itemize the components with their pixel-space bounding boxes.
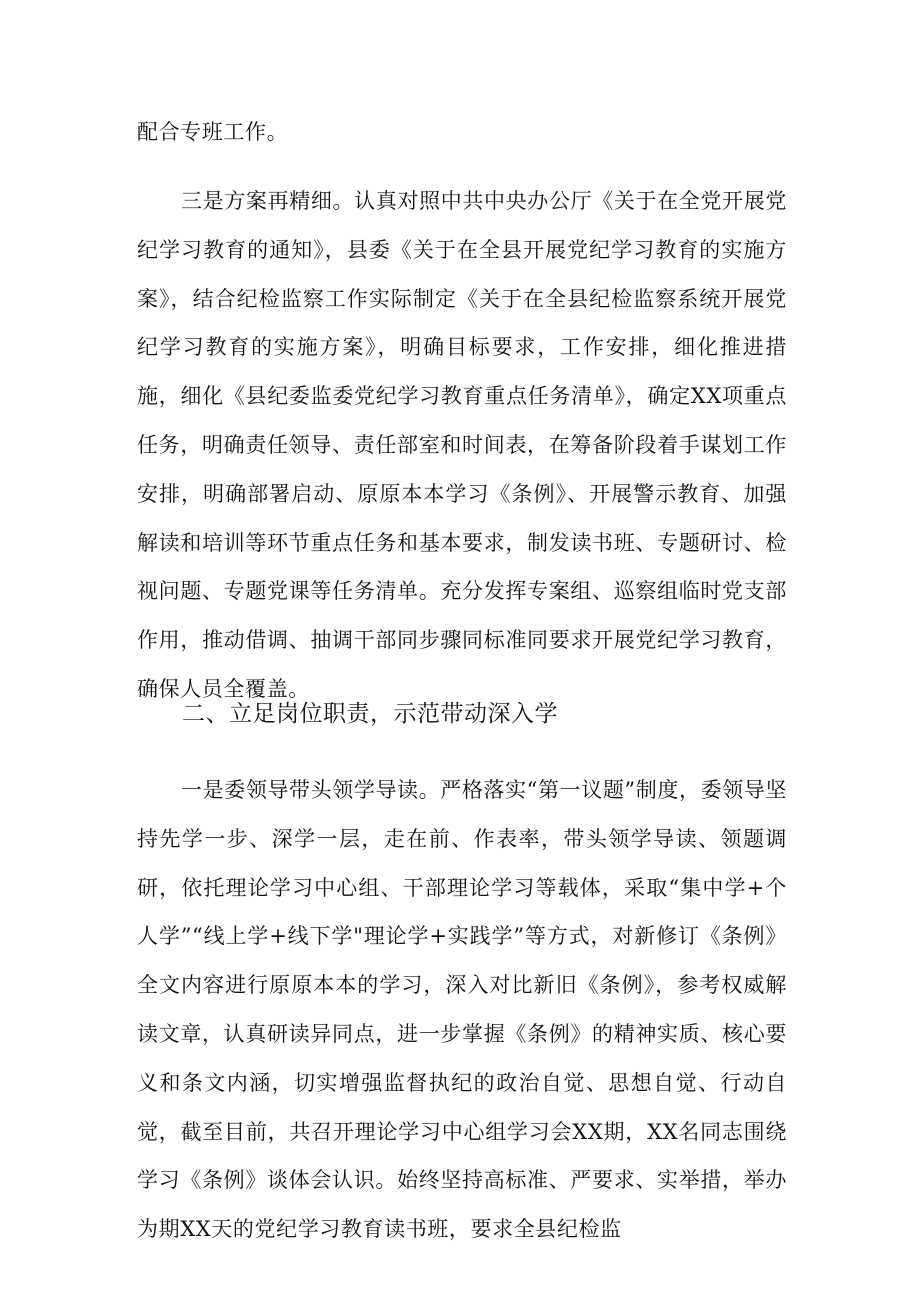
section-heading: 二、立足岗位职责，示范带动深入学	[182, 701, 558, 727]
paragraph-leadership-study: 一是委领导带头领学导读。严格落实“第一议题”制度，委领导坚持先学一步、深学一层，走在前、作表率，带头领学导读、领题调研，依托理论学习中心组、干部理论学习等载体，采取“集中学+个人学”“线上学+线下学"理论学+实践学”等方式，对新修订《条例》全文内容进行原原本本的学习，深入对比新旧《条例》，参考权威解读文章，认真研读异同点，进一步掌握《条例》的精神实质、核心要义和条文内涵，切实增强监督执纪的政治自觉、思想自觉、行动自觉，截至目前，共召开理论学习中心组学习会XX期，XX名同志围绕学习《条例》谈体会认识。始终坚持高标准、严要求、实举措，举办为期XX天的党纪学习教育读书班，要求全县纪检监	[137, 778, 787, 1242]
paragraph-plan-refinement: 三是方案再精细。认真对照中共中央办公厅《关于在全党开展党纪学习教育的通知》，县委《关于在全县开展党纪学习教育的实施方案》，结合纪检监察工作实际制定《关于在全县纪检监察系统开展党纪学习教育的实施方案》，明确目标要求，工作安排，细化推进措施，细化《县纪委监委党纪学习教育重点任务清单》，确定XX项重点任务，明确责任领导、责任部室和时间表，在筹备阶段着手谋划工作安排，明确部署启动、原原本本学习《条例》、开展警示教育、加强解读和培训等环节重点任务和基本要求，制发读书班、专题研讨、检视问题、专题党课等任务清单。充分发挥专案组、巡察组临时党支部作用，推动借调、抽调干部同步骤同标准同要求开展党纪学习教育，确保人员全覆盖。	[137, 189, 787, 701]
paragraph-continuation: 配合专班工作。	[137, 120, 289, 144]
